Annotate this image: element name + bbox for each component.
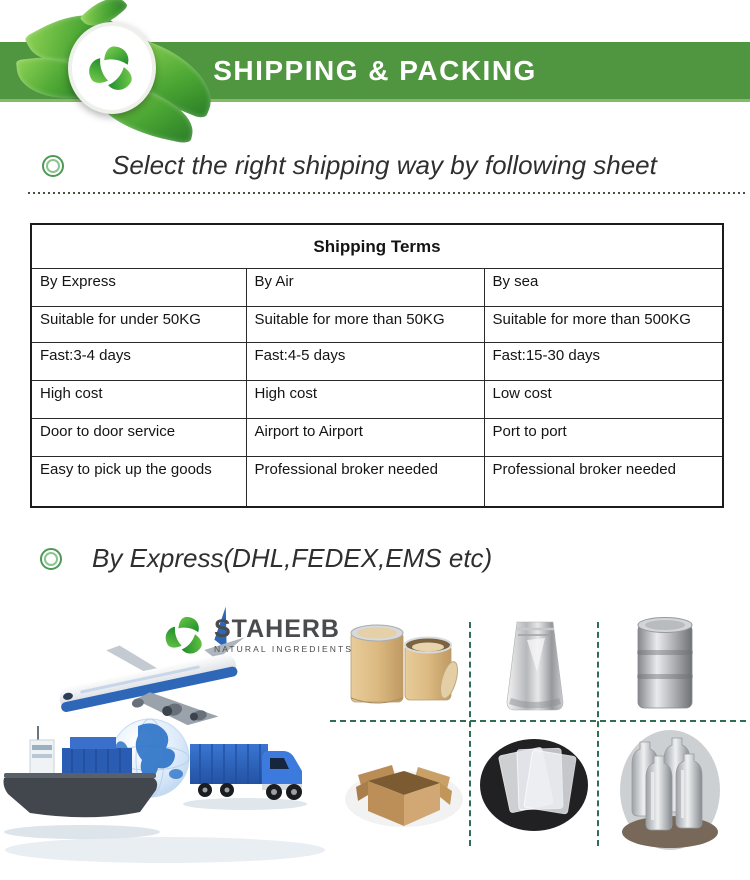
page-title: SHIPPING & PACKING xyxy=(213,54,537,86)
col-header: By Air xyxy=(246,268,484,306)
recycle-leaves-icon xyxy=(86,42,138,94)
bullet-target-icon xyxy=(40,548,62,570)
table-cell: Airport to Airport xyxy=(246,418,484,456)
col-header: By Express xyxy=(31,268,246,306)
table-cell: Professional broker needed xyxy=(246,456,484,507)
brand-tagline: NATURAL INGREDIENTS xyxy=(214,643,354,654)
packaging-gallery xyxy=(330,600,750,878)
aluminum-bottles-photo xyxy=(618,726,723,854)
brand-name: STAHERB xyxy=(214,614,340,643)
section-heading-shipping-way xyxy=(42,150,657,181)
section-heading-text: Select the right shipping way by following sheet xyxy=(112,150,657,180)
table-row xyxy=(31,306,723,342)
dashed-divider-vertical xyxy=(469,622,471,846)
table-cell: Fast:3-4 days xyxy=(31,342,246,380)
bullet-target-icon xyxy=(42,155,64,177)
carton-box-photo xyxy=(342,735,467,835)
section-heading-text: By Express(DHL,FEDEX,EMS etc) xyxy=(92,543,493,573)
table-cell: High cost xyxy=(246,380,484,418)
table-title-row xyxy=(31,224,723,268)
plastic-bags-photo xyxy=(478,735,590,835)
table-row xyxy=(31,456,723,507)
table-cell: Low cost xyxy=(484,380,723,418)
section-heading-by-express xyxy=(40,543,492,574)
brand-leaf-badge xyxy=(24,2,219,137)
table-cell: High cost xyxy=(31,380,246,418)
staherb-wordmark xyxy=(214,614,354,654)
col-header: By sea xyxy=(484,268,723,306)
table-cell: Fast:4-5 days xyxy=(246,342,484,380)
fiber-drums-photo xyxy=(345,618,460,718)
steel-drum-photo xyxy=(618,612,708,715)
badge-circle xyxy=(68,22,156,114)
shipping-terms-table xyxy=(30,223,724,508)
table-header-row xyxy=(31,268,723,306)
table-cell: Suitable for more than 50KG xyxy=(246,306,484,342)
table-cell: Port to port xyxy=(484,418,723,456)
table-cell: Suitable for more than 500KG xyxy=(484,306,723,342)
recycle-leaves-icon xyxy=(163,613,207,657)
dotted-divider xyxy=(28,192,746,194)
table-title: Shipping Terms xyxy=(31,224,723,268)
container-truck-icon xyxy=(183,744,307,810)
table-cell: Suitable for under 50KG xyxy=(31,306,246,342)
table-cell: Easy to pick up the goods xyxy=(31,456,246,507)
foil-bag-photo xyxy=(487,612,582,717)
table-row xyxy=(31,418,723,456)
staherb-logo xyxy=(163,613,353,657)
dashed-divider-vertical xyxy=(597,622,599,846)
table-cell: Professional broker needed xyxy=(484,456,723,507)
dashed-divider-horizontal xyxy=(330,720,746,722)
table-cell: Fast:15-30 days xyxy=(484,342,723,380)
reflection-shadow xyxy=(5,837,325,863)
table-row xyxy=(31,380,723,418)
table-cell: Door to door service xyxy=(31,418,246,456)
table-row xyxy=(31,342,723,380)
